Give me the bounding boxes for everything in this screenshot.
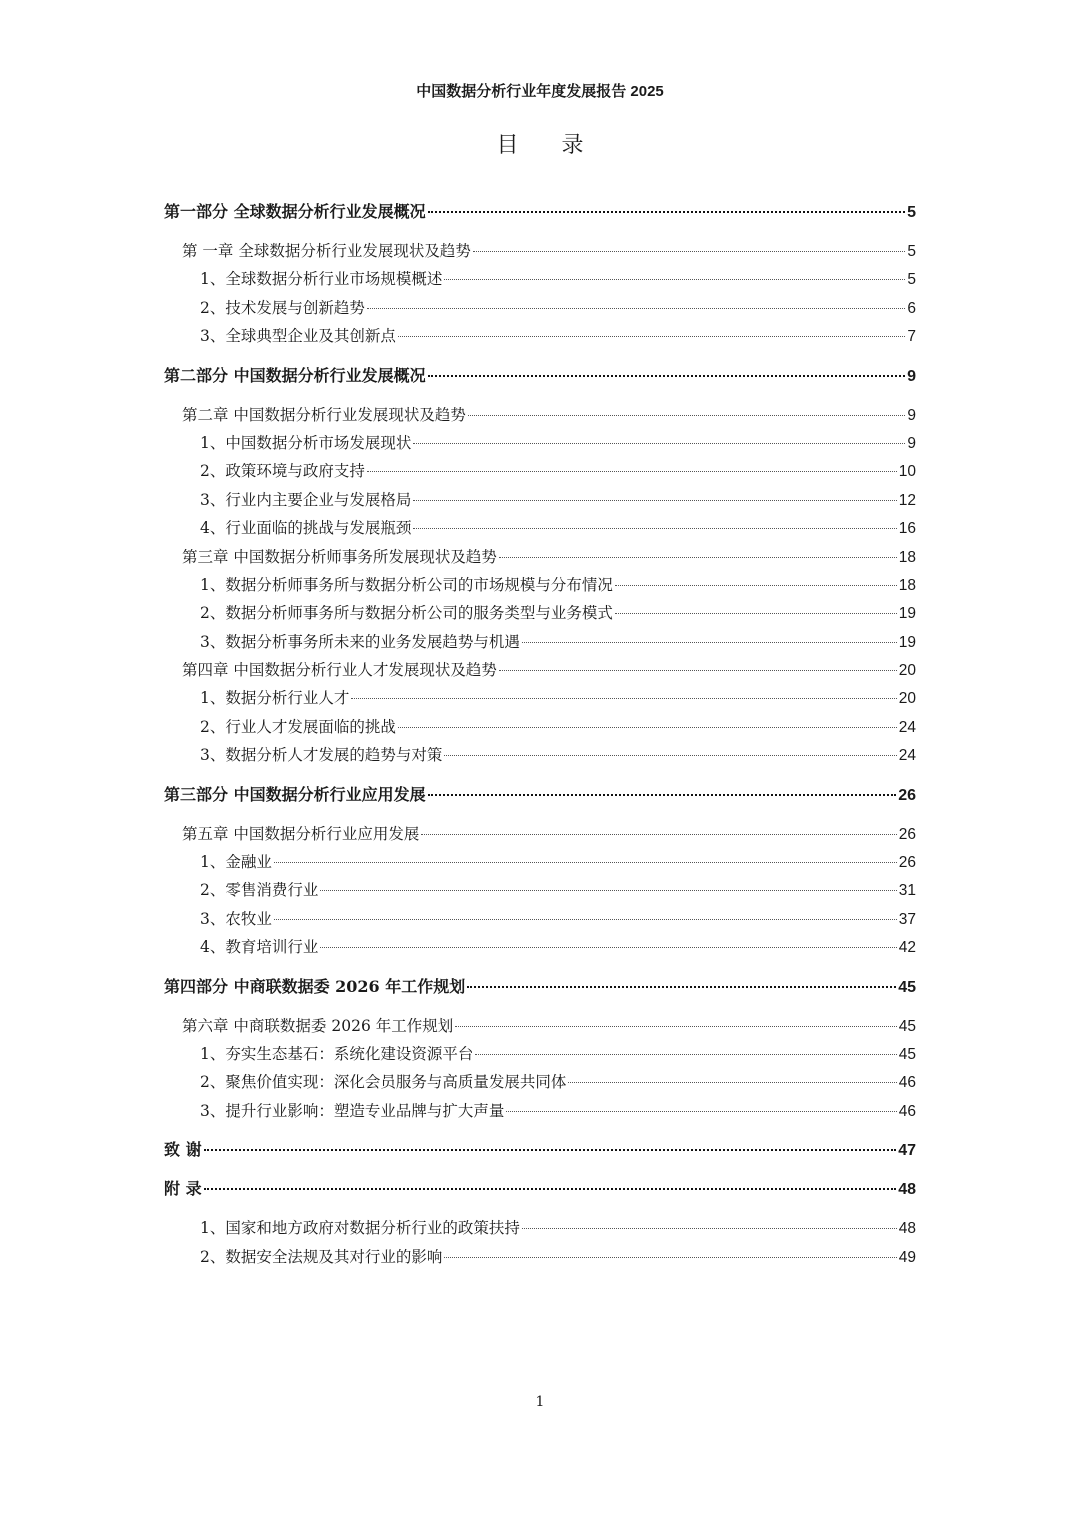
toc-entry-section[interactable] bbox=[164, 322, 916, 350]
report-header: 中国数据分析行业年度发展报告 2025 bbox=[416, 83, 664, 100]
toc-entry-label: 3、农牧业 bbox=[200, 909, 272, 928]
toc-entry-label: 2、技术发展与创新趋势 bbox=[200, 298, 365, 317]
toc-entry-label: 3、行业内主要企业与发展格局 bbox=[200, 490, 412, 509]
toc-entry-section[interactable] bbox=[164, 457, 916, 485]
toc-entry-page: 20 bbox=[898, 662, 916, 680]
toc-entry-chapter[interactable] bbox=[164, 1012, 916, 1040]
toc-entry-page: 9 bbox=[907, 406, 916, 424]
toc-entry-part[interactable] bbox=[164, 1175, 916, 1203]
toc-entry-page: 45 bbox=[898, 1045, 916, 1063]
toc-entry-page: 26 bbox=[898, 786, 916, 804]
toc-entry-label: 1、中国数据分析市场发展现状 bbox=[200, 433, 412, 452]
toc-entry-page: 46 bbox=[898, 1102, 916, 1120]
toc-entry-page: 16 bbox=[898, 520, 916, 538]
toc-entry-section[interactable] bbox=[164, 1097, 916, 1125]
toc-entry-page: 49 bbox=[898, 1248, 916, 1266]
toc-entry-page: 5 bbox=[907, 204, 916, 221]
dot-leader bbox=[274, 862, 897, 863]
toc-entry-label: 1、数据分析师事务所与数据分析公司的市场规模与分布情况 bbox=[200, 575, 613, 594]
toc-entry-section[interactable] bbox=[164, 486, 916, 514]
toc-entry-label: 第 一章 全球数据分析行业发展现状及趋势 bbox=[182, 242, 471, 260]
toc-entry-page: 6 bbox=[907, 299, 916, 317]
dot-leader bbox=[351, 698, 896, 699]
toc-entry-label: 3、数据分析事务所未来的业务发展趋势与机遇 bbox=[200, 632, 520, 651]
toc-entry-page: 24 bbox=[898, 747, 916, 765]
toc-entry-label: 1、金融业 bbox=[200, 853, 272, 872]
toc-entry-label: 4、教育培训行业 bbox=[200, 938, 319, 957]
toc-entry-chapter[interactable] bbox=[164, 820, 916, 848]
dot-leader bbox=[475, 1054, 896, 1055]
dot-leader bbox=[428, 794, 897, 796]
dot-leader bbox=[615, 585, 897, 586]
toc-entry-section[interactable] bbox=[164, 294, 916, 322]
toc-entry-page: 18 bbox=[898, 548, 916, 566]
toc-entry-page: 19 bbox=[898, 605, 916, 623]
dot-leader bbox=[455, 1026, 897, 1027]
dot-leader bbox=[499, 670, 897, 671]
toc-entry-section[interactable] bbox=[164, 1068, 916, 1096]
toc-entry-page: 7 bbox=[907, 328, 916, 346]
toc-entry-page: 48 bbox=[898, 1181, 916, 1199]
dot-leader bbox=[204, 1149, 897, 1151]
dot-leader bbox=[398, 727, 897, 728]
toc-entry-page: 9 bbox=[907, 434, 916, 452]
toc-entry-section[interactable] bbox=[164, 876, 916, 904]
toc-entry-page: 12 bbox=[898, 491, 916, 509]
dot-leader bbox=[444, 755, 896, 756]
toc-entry-section[interactable] bbox=[164, 933, 916, 961]
toc-entry-label: 1、全球数据分析行业市场规模概述 bbox=[200, 270, 443, 289]
toc-entry-page: 9 bbox=[907, 367, 916, 385]
toc-entry-page: 18 bbox=[898, 576, 916, 594]
toc-entry-page: 19 bbox=[898, 633, 916, 651]
toc-entry-label: 第六章 中商联数据委 2026 年工作规划 bbox=[182, 1016, 454, 1035]
toc-entry-label: 第二部分 中国数据分析行业发展概况 bbox=[164, 365, 426, 385]
toc-entry-part[interactable] bbox=[164, 198, 916, 226]
toc-entry-page: 45 bbox=[898, 1017, 916, 1035]
dot-leader bbox=[522, 642, 897, 643]
dot-leader bbox=[444, 1257, 896, 1258]
dot-leader bbox=[499, 557, 897, 558]
toc-entry-label: 2、政策环境与政府支持 bbox=[200, 462, 365, 481]
toc-entry-section[interactable] bbox=[164, 599, 916, 627]
toc-entry-label: 3、提升行业影响：塑造专业品牌与扩大声量 bbox=[200, 1101, 505, 1120]
toc-entry-label: 2、行业人才发展面临的挑战 bbox=[200, 717, 396, 736]
toc-entry-label: 3、数据分析人才发展的趋势与对策 bbox=[200, 746, 443, 765]
toc-entry-page: 26 bbox=[898, 854, 916, 872]
dot-leader bbox=[421, 834, 896, 835]
toc-entry-page: 24 bbox=[898, 718, 916, 736]
toc-entry-label: 第二章 中国数据分析行业发展现状及趋势 bbox=[182, 405, 466, 424]
dot-leader bbox=[522, 1228, 897, 1229]
toc-entry-section[interactable] bbox=[164, 1214, 916, 1242]
toc-entry-label: 第五章 中国数据分析行业应用发展 bbox=[182, 824, 420, 843]
toc-entry-label: 4、行业面临的挑战与发展瓶颈 bbox=[200, 519, 412, 538]
toc-entry-label: 第一部分 全球数据分析行业发展概况 bbox=[164, 202, 426, 221]
toc-entry-page: 10 bbox=[898, 463, 916, 481]
dot-leader bbox=[428, 375, 906, 377]
toc-entry-label: 第三部分 中国数据分析行业应用发展 bbox=[164, 784, 426, 804]
toc-entry-label: 第四章 中国数据分析行业人才发展现状及趋势 bbox=[182, 661, 497, 680]
toc-entry-section[interactable] bbox=[164, 1040, 916, 1068]
toc-entry-page: 45 bbox=[898, 978, 916, 996]
dot-leader bbox=[615, 613, 897, 614]
toc-entry-label: 1、夯实生态基石：系统化建设资源平台 bbox=[200, 1044, 474, 1063]
toc-entry-page: 5 bbox=[907, 243, 916, 260]
toc-entry-section[interactable] bbox=[164, 571, 916, 599]
dot-leader bbox=[413, 528, 896, 529]
dot-leader bbox=[506, 1111, 896, 1112]
toc-entry-part[interactable] bbox=[164, 973, 916, 1001]
toc-title: 目 录 bbox=[496, 133, 602, 158]
toc-entry-chapter[interactable] bbox=[164, 543, 916, 571]
toc-entry-chapter[interactable] bbox=[164, 237, 916, 265]
dot-leader bbox=[473, 251, 906, 252]
toc-entry-page: 20 bbox=[898, 690, 916, 708]
toc-entry-page: 5 bbox=[907, 271, 916, 289]
toc-entry-label: 第四部分 中商联数据委 2026 年工作规划 bbox=[164, 976, 466, 996]
dot-leader bbox=[413, 500, 896, 501]
toc-entry-chapter[interactable] bbox=[164, 656, 916, 684]
dot-leader bbox=[367, 471, 897, 472]
dot-leader bbox=[428, 211, 906, 213]
dot-leader bbox=[468, 415, 905, 416]
toc-entry-label: 附 录 bbox=[164, 1179, 202, 1199]
toc-entry-part[interactable] bbox=[164, 1136, 916, 1164]
toc-entry-section[interactable] bbox=[164, 848, 916, 876]
toc-entry-section[interactable] bbox=[164, 429, 916, 457]
toc-entry-page: 31 bbox=[898, 882, 916, 900]
toc-entry-label: 2、数据分析师事务所与数据分析公司的服务类型与业务模式 bbox=[200, 604, 613, 623]
toc-entry-label: 1、国家和地方政府对数据分析行业的政策扶持 bbox=[200, 1219, 520, 1238]
toc-entry-page: 48 bbox=[898, 1220, 916, 1238]
toc-entry-part[interactable] bbox=[164, 781, 916, 809]
toc-entry-section[interactable] bbox=[164, 713, 916, 741]
dot-leader bbox=[367, 308, 906, 309]
toc-entry-label: 2、聚焦价值实现：深化会员服务与高质量发展共同体 bbox=[200, 1073, 567, 1092]
toc-entry-page: 47 bbox=[898, 1142, 916, 1160]
toc-entry-page: 26 bbox=[898, 825, 916, 843]
toc-entry-section[interactable] bbox=[164, 1243, 916, 1271]
toc-entry-section[interactable] bbox=[164, 265, 916, 293]
table-of-contents bbox=[164, 198, 916, 1271]
page-number: 1 bbox=[535, 1394, 545, 1410]
dot-leader bbox=[398, 336, 906, 337]
toc-entry-section[interactable] bbox=[164, 741, 916, 769]
toc-entry-chapter[interactable] bbox=[164, 401, 916, 429]
toc-entry-label: 第三章 中国数据分析师事务所发展现状及趋势 bbox=[182, 547, 497, 566]
toc-entry-page: 42 bbox=[898, 939, 916, 957]
toc-entry-label: 3、全球典型企业及其创新点 bbox=[200, 327, 396, 346]
toc-entry-page: 46 bbox=[898, 1074, 916, 1092]
toc-entry-section[interactable] bbox=[164, 514, 916, 542]
dot-leader bbox=[413, 443, 905, 444]
toc-entry-page: 37 bbox=[898, 910, 916, 928]
dot-leader bbox=[204, 1188, 897, 1190]
toc-entry-section[interactable] bbox=[164, 905, 916, 933]
toc-entry-section[interactable] bbox=[164, 684, 916, 712]
dot-leader bbox=[274, 919, 897, 920]
dot-leader bbox=[444, 279, 905, 280]
toc-entry-part[interactable] bbox=[164, 362, 916, 390]
dot-leader bbox=[320, 890, 896, 891]
dot-leader bbox=[568, 1082, 896, 1083]
toc-entry-label: 1、数据分析行业人才 bbox=[200, 689, 350, 708]
dot-leader bbox=[467, 986, 896, 988]
toc-entry-label: 致 谢 bbox=[164, 1140, 202, 1160]
toc-entry-label: 2、零售消费行业 bbox=[200, 881, 319, 900]
dot-leader bbox=[320, 947, 896, 948]
toc-entry-section[interactable] bbox=[164, 628, 916, 656]
toc-entry-label: 2、数据安全法规及其对行业的影响 bbox=[200, 1247, 443, 1266]
